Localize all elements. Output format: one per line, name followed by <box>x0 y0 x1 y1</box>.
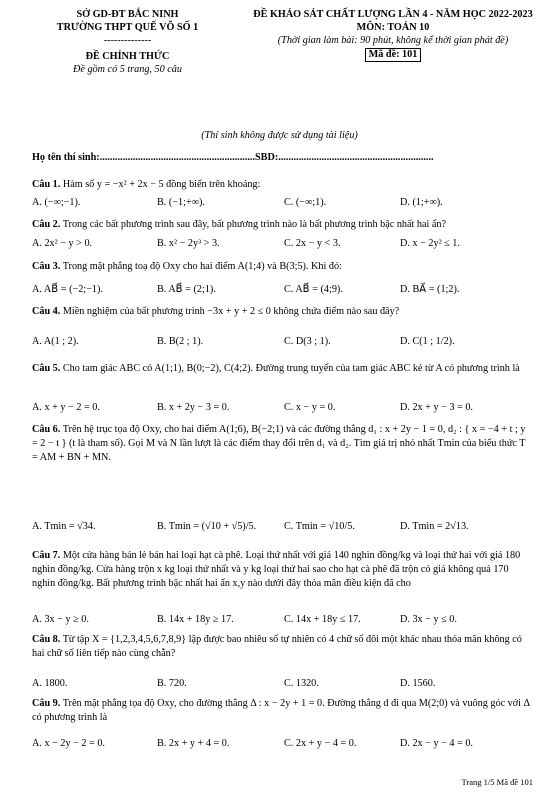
question-label: Câu 9. <box>32 698 61 709</box>
option-a[interactable]: A. x + y − 2 = 0. <box>32 402 100 413</box>
header-divider: -------------- <box>103 35 152 46</box>
option-a[interactable]: A. AB⃗ = (−2;−1). <box>32 284 103 295</box>
question-label: Câu 6. <box>32 424 61 435</box>
question-label: Câu 8. <box>32 634 61 645</box>
question-9 <box>32 697 532 725</box>
options-6 <box>32 520 532 534</box>
option-d[interactable]: D. (1;+∞). <box>400 197 443 208</box>
question-2 <box>32 218 532 232</box>
exam-code: Mã đề: 101 <box>365 48 422 62</box>
option-c[interactable]: C. AB⃗ = (4;9). <box>284 284 343 295</box>
option-c[interactable]: C. 2x − y < 3. <box>284 238 341 249</box>
question-text: Hàm số y = −x² + 2x − 5 đồng biến trên khoảng: <box>62 179 261 190</box>
question-4 <box>32 305 532 319</box>
option-d[interactable]: D. x − 2y² ≤ 1. <box>400 238 460 249</box>
option-b[interactable]: B. 720. <box>157 678 187 689</box>
option-a[interactable]: A. A(1 ; 2). <box>32 336 79 347</box>
option-a[interactable]: A. x − 2y − 2 = 0. <box>32 738 105 749</box>
options-7 <box>32 613 532 627</box>
question-label: Câu 1. <box>32 179 61 190</box>
question-text: Miền nghiệm của bất phương trình −3x + y + 2 ≤ 0 không chứa điểm nào sau đây? <box>62 306 400 317</box>
question-label: Câu 7. <box>32 550 61 561</box>
question-text: Từ tập X = {1,2,3,4,5,6,7,8,9} lập được bao nhiêu số tự nhiên có 4 chữ số đôi một khác nhau thỏa mãn không có hai chữ số liên tiếp nào cùng chẵn? <box>32 634 522 659</box>
options-1 <box>32 196 532 210</box>
option-a[interactable]: A. (−∞;−1). <box>32 197 81 208</box>
no-materials-note: (Thí sinh không được sử dụng tài liệu) <box>201 130 358 141</box>
option-a[interactable]: A. 2x² − y > 0. <box>32 238 93 249</box>
option-b[interactable]: B. AB⃗ = (2;1). <box>157 284 216 295</box>
option-b[interactable]: B. 14x + 18y ≥ 17. <box>157 614 234 625</box>
school-name: TRƯỜNG THPT QUẾ VÕ SỐ 1 <box>56 22 199 33</box>
option-d[interactable]: D. 2x − y − 4 = 0. <box>400 738 473 749</box>
question-8 <box>32 633 532 661</box>
option-a[interactable]: A. 1800. <box>32 678 68 689</box>
option-a[interactable]: A. Tmin = √34. <box>32 521 96 532</box>
option-a[interactable]: A. 3x − y ≥ 0. <box>32 614 89 625</box>
option-b[interactable]: B. Tmin = (√10 + √5)/5. <box>157 521 257 532</box>
question-label: Câu 2. <box>32 219 61 230</box>
option-d[interactable]: D. C(1 ; 1/2). <box>400 336 455 347</box>
option-c[interactable]: C. Tmin = √10/5. <box>284 521 355 532</box>
option-b[interactable]: B. 2x + y + 4 = 0. <box>157 738 230 749</box>
subject-label: MÔN: TOÁN 10 <box>356 22 430 33</box>
option-c[interactable]: C. 14x + 18y ≤ 17. <box>284 614 361 625</box>
option-d[interactable]: D. 1560. <box>400 678 436 689</box>
question-text: Trên hệ trục tọa độ Oxy, cho hai điểm A(1;6), B(−2;1) và các đường thẳng d₁ : x + 2y − 1 = 0, d₂ : { x = −4 + t ; y = 2 − t } (t là tham số). Gọi M và N lần lượt là các điểm thay đổi trên d₁ và d₂. Tìm giá trị nhỏ nhất Tmin của biểu thức T = AM + BN + MN. <box>32 424 526 463</box>
exam-title: ĐỀ KHẢO SÁT CHẤT LƯỢNG LẦN 4 - NĂM HỌC 2022-2023 <box>253 9 533 20</box>
option-b[interactable]: B. B(2 ; 1). <box>157 336 204 347</box>
question-text: Trong các bất phương trình sau đây, bất phương trình nào là bất phương trình bậc nhất hai ẩn? <box>62 219 447 230</box>
option-c[interactable]: C. D(3 ; 1). <box>284 336 331 347</box>
question-5 <box>32 362 532 376</box>
option-b[interactable]: B. x + 2y − 3 = 0. <box>157 402 230 413</box>
question-text: Trong mặt phẳng toạ độ Oxy cho hai điểm A(1;4) và B(3;5). Khi đó: <box>62 261 342 272</box>
option-d[interactable]: D. 2x + y − 3 = 0. <box>400 402 473 413</box>
option-d[interactable]: D. Tmin = 2√13. <box>400 521 469 532</box>
option-b[interactable]: B. (−1;+∞). <box>157 197 205 208</box>
option-d[interactable]: D. BA⃗ = (1;2). <box>400 284 460 295</box>
page-footer: Trang 1/5 Mã đề 101 <box>461 777 533 787</box>
question-3 <box>32 260 532 274</box>
time-note: (Thời gian làm bài: 90 phút, không kể thời gian phát đề) <box>277 35 509 46</box>
option-c[interactable]: C. (−∞;1). <box>284 197 327 208</box>
question-label: Câu 4. <box>32 306 61 317</box>
options-9 <box>32 737 532 751</box>
options-4 <box>32 335 532 349</box>
question-1 <box>32 178 532 192</box>
question-label: Câu 3. <box>32 261 61 272</box>
question-text: Trên mặt phẳng tọa độ Oxy, cho đường thẳng Δ : x − 2y + 1 = 0. Đường thẳng d đi qua M(2;0) và vuông góc với Δ có phương trình là <box>32 698 530 723</box>
student-info-line: Họ tên thí sinh:.............................................................SBD:............................................................. <box>32 152 434 163</box>
department-name: SỞ GD-ĐT BẮC NINH <box>76 9 179 20</box>
option-d[interactable]: D. 3x − y ≤ 0. <box>400 614 457 625</box>
question-6 <box>32 423 532 465</box>
question-7 <box>32 549 532 591</box>
options-5 <box>32 401 532 415</box>
options-3 <box>32 283 532 297</box>
official-exam-label: ĐỀ CHÍNH THỨC <box>85 51 170 62</box>
option-c[interactable]: C. 1320. <box>284 678 319 689</box>
option-b[interactable]: B. x² − 2y³ > 3. <box>157 238 220 249</box>
header-right <box>228 8 558 61</box>
question-text: Một cửa hàng bán lẻ bán hai loại hạt cà phê. Loại thứ nhất với giá 140 nghìn đồng/kg và loại thứ hai với giá 180 nghìn đồng/kg. Cửa hàng trộn x kg loại thứ nhất và y kg loại thứ hai sao cho hạt cà phê đã trộn có giá không quá 170 nghìn đồng/kg. Bất phương trình bậc nhất hai ẩn x,y nào dưới đây thỏa mãn điều kiện đã cho <box>32 550 521 589</box>
question-text: Cho tam giác ABC có A(1;1), B(0;−2), C(4;2). Đường trung tuyến của tam giác ABC kẻ từ A có phương trình là <box>62 363 520 374</box>
page-count-note: Đề gồm có 5 trang, 50 câu <box>73 64 182 75</box>
question-label: Câu 5. <box>32 363 61 374</box>
options-8 <box>32 677 532 691</box>
option-c[interactable]: C. 2x + y − 4 = 0. <box>284 738 357 749</box>
option-c[interactable]: C. x − y = 0. <box>284 402 336 413</box>
options-2 <box>32 237 532 251</box>
header-left <box>20 8 235 76</box>
